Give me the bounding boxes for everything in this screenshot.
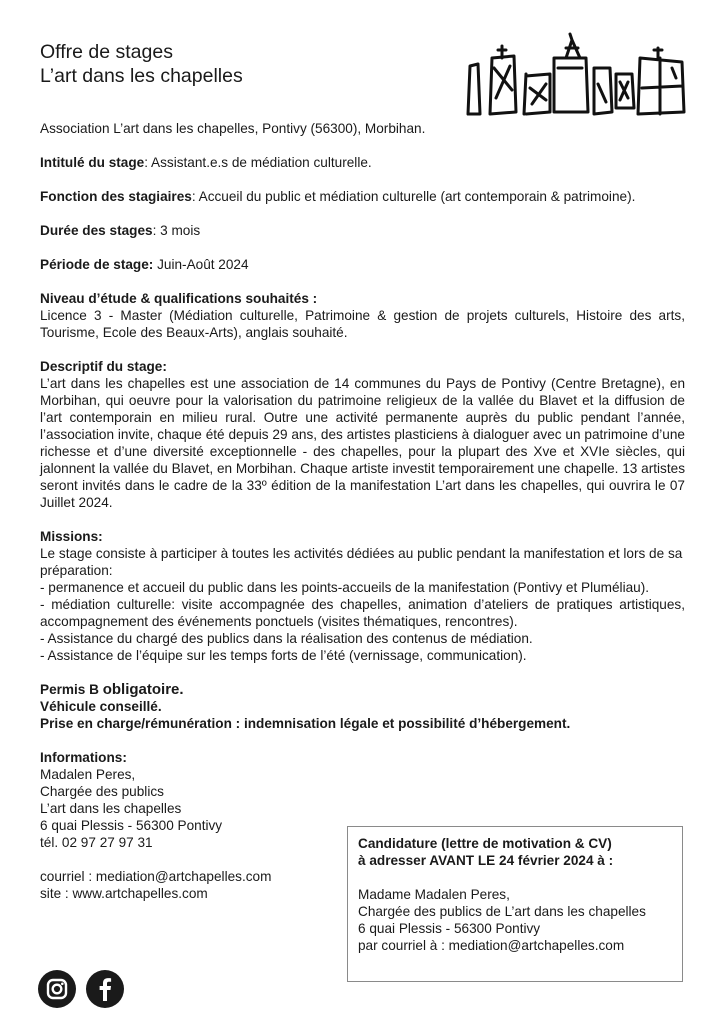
candidature-box [347,826,683,982]
candidature-address-line: Madame Madalen Peres, [358,887,510,902]
candidature-deadline [358,852,672,869]
offer-body [40,120,685,902]
field-duree [40,222,685,239]
contact-line: 6 quai Plessis - 56300 Pontivy [40,818,223,833]
vehicule-text: Véhicule conseillé. [40,699,162,714]
descriptif-heading [40,358,685,375]
niveau-heading [40,290,685,307]
mission-item: - Assistance du chargé des publics dans la réalisation des contenus de médiation. [40,631,533,646]
title-line-1: Offre de stages [40,41,173,63]
section-heading: Niveau d’étude & qualifications souhaités : [40,291,318,306]
page-title [40,40,243,88]
field-label: Fonction des stagiaires [40,189,192,204]
section-heading: Informations: [40,750,127,765]
informations-heading [40,749,685,766]
contact-line: L’art dans les chapelles [40,801,182,816]
instagram-glyph [38,970,76,1008]
mission-item: - permanence et accueil du public dans les points-accueils de la manifestation (Pontivy et Pluméliau). [40,580,650,595]
section-heading: Missions: [40,529,103,544]
field-value: : 3 mois [152,223,201,238]
permis-obligatoire: obligatoire. [102,681,184,698]
facebook-glyph [86,970,124,1008]
field-value: Juin-Août 2024 [153,257,249,272]
field-value: : Accueil du public et médiation culturelle (art contemporain & patrimoine). [191,189,636,204]
candidature-heading [358,835,672,852]
candidature-line-2: à adresser AVANT LE 24 février 2024 à : [358,853,614,868]
section-heading: Descriptif du stage: [40,359,167,374]
missions-heading [40,528,685,545]
candidature-line-1: Candidature (lettre de motivation & CV) [358,836,612,851]
mission-item: - médiation culturelle: visite accompagnée des chapelles, animation d’ateliers de pratiques artistiques, accompagnement des événements ponctuels (visites thématiques, rencontres). [40,597,685,629]
field-fonction [40,188,685,205]
candidature-address-line: 6 quai Plessis - 56300 Pontivy [358,921,541,936]
candidature-address-line: Chargée des publics de L’art dans les chapelles [358,904,646,919]
vehicule-line [40,698,685,715]
field-label: Durée des stages [40,223,153,238]
contact-line: Madalen Peres, [40,767,136,782]
contact-line: Chargée des publics [40,784,164,799]
hand-drawn-chapels-logo-icon [462,28,688,120]
field-periode [40,256,685,273]
field-intitule [40,154,685,171]
missions-intro: Le stage consiste à participer à toutes les activités dédiées au public pendant la manifestation et lors de sa préparation: [40,546,683,578]
instagram-icon[interactable] [38,970,76,1008]
facebook-icon[interactable] [86,970,124,1008]
field-label: Intitulé du stage [40,155,145,170]
field-value: : Assistant.e.s de médiation culturelle. [144,155,372,170]
remuneration-text: Prise en charge/rémunération : indemnisation légale et possibilité d’hébergement. [40,716,571,731]
mission-item: - Assistance de l’équipe sur les temps forts de l’été (vernissage, communication). [40,648,527,663]
candidature-email[interactable]: par courriel à : mediation@artchapelles.com [358,938,625,953]
field-label: Période de stage: [40,257,154,272]
intro-text: Association L’art dans les chapelles, Pontivy (56300), Morbihan. [40,121,426,136]
contact-website[interactable]: site : www.artchapelles.com [40,886,208,901]
title-line-2: L’art dans les chapelles [40,65,243,87]
descriptif-text: L’art dans les chapelles est une association de 14 communes du Pays de Pontivy (Centre Bretagne), en Morbihan, qui oeuvre pour la valorisation du patrimoine religieux de la vallée du Blavet et la diffusion de l’art contemporain en milieu rural. Outre une activité permanente auprès du public pendant l’année, l’association invite, chaque été depuis 29 ans, des artistes plasticiens à dialoguer avec un patrimoine d’une richesse et d’une diversité exceptionnelle - des chapelles, pour la plupart des Xve et XVIe siècles, qui jalonnent la vallée du Blavet, en Morbihan. Chaque artiste investit temporairement une chapelle. 13 artistes seront invités dans le cadre de la 33º édition de la manifestation L’art dans les chapelles, qui ouvrira le 07 Juillet 2024. [40,376,685,510]
remuneration-line [40,715,685,732]
niveau-text: Licence 3 - Master (Médiation culturelle, Patrimoine & gestion de projets culturels, Histoire des arts, Tourisme, Ecole des Beaux-Arts), anglais souhaité. [40,308,685,340]
contact-email[interactable]: courriel : mediation@artchapelles.com [40,869,272,884]
permis-label: Permis B [40,682,99,697]
permis-line [40,681,685,698]
contact-phone: tél. 02 97 27 97 31 [40,835,153,850]
